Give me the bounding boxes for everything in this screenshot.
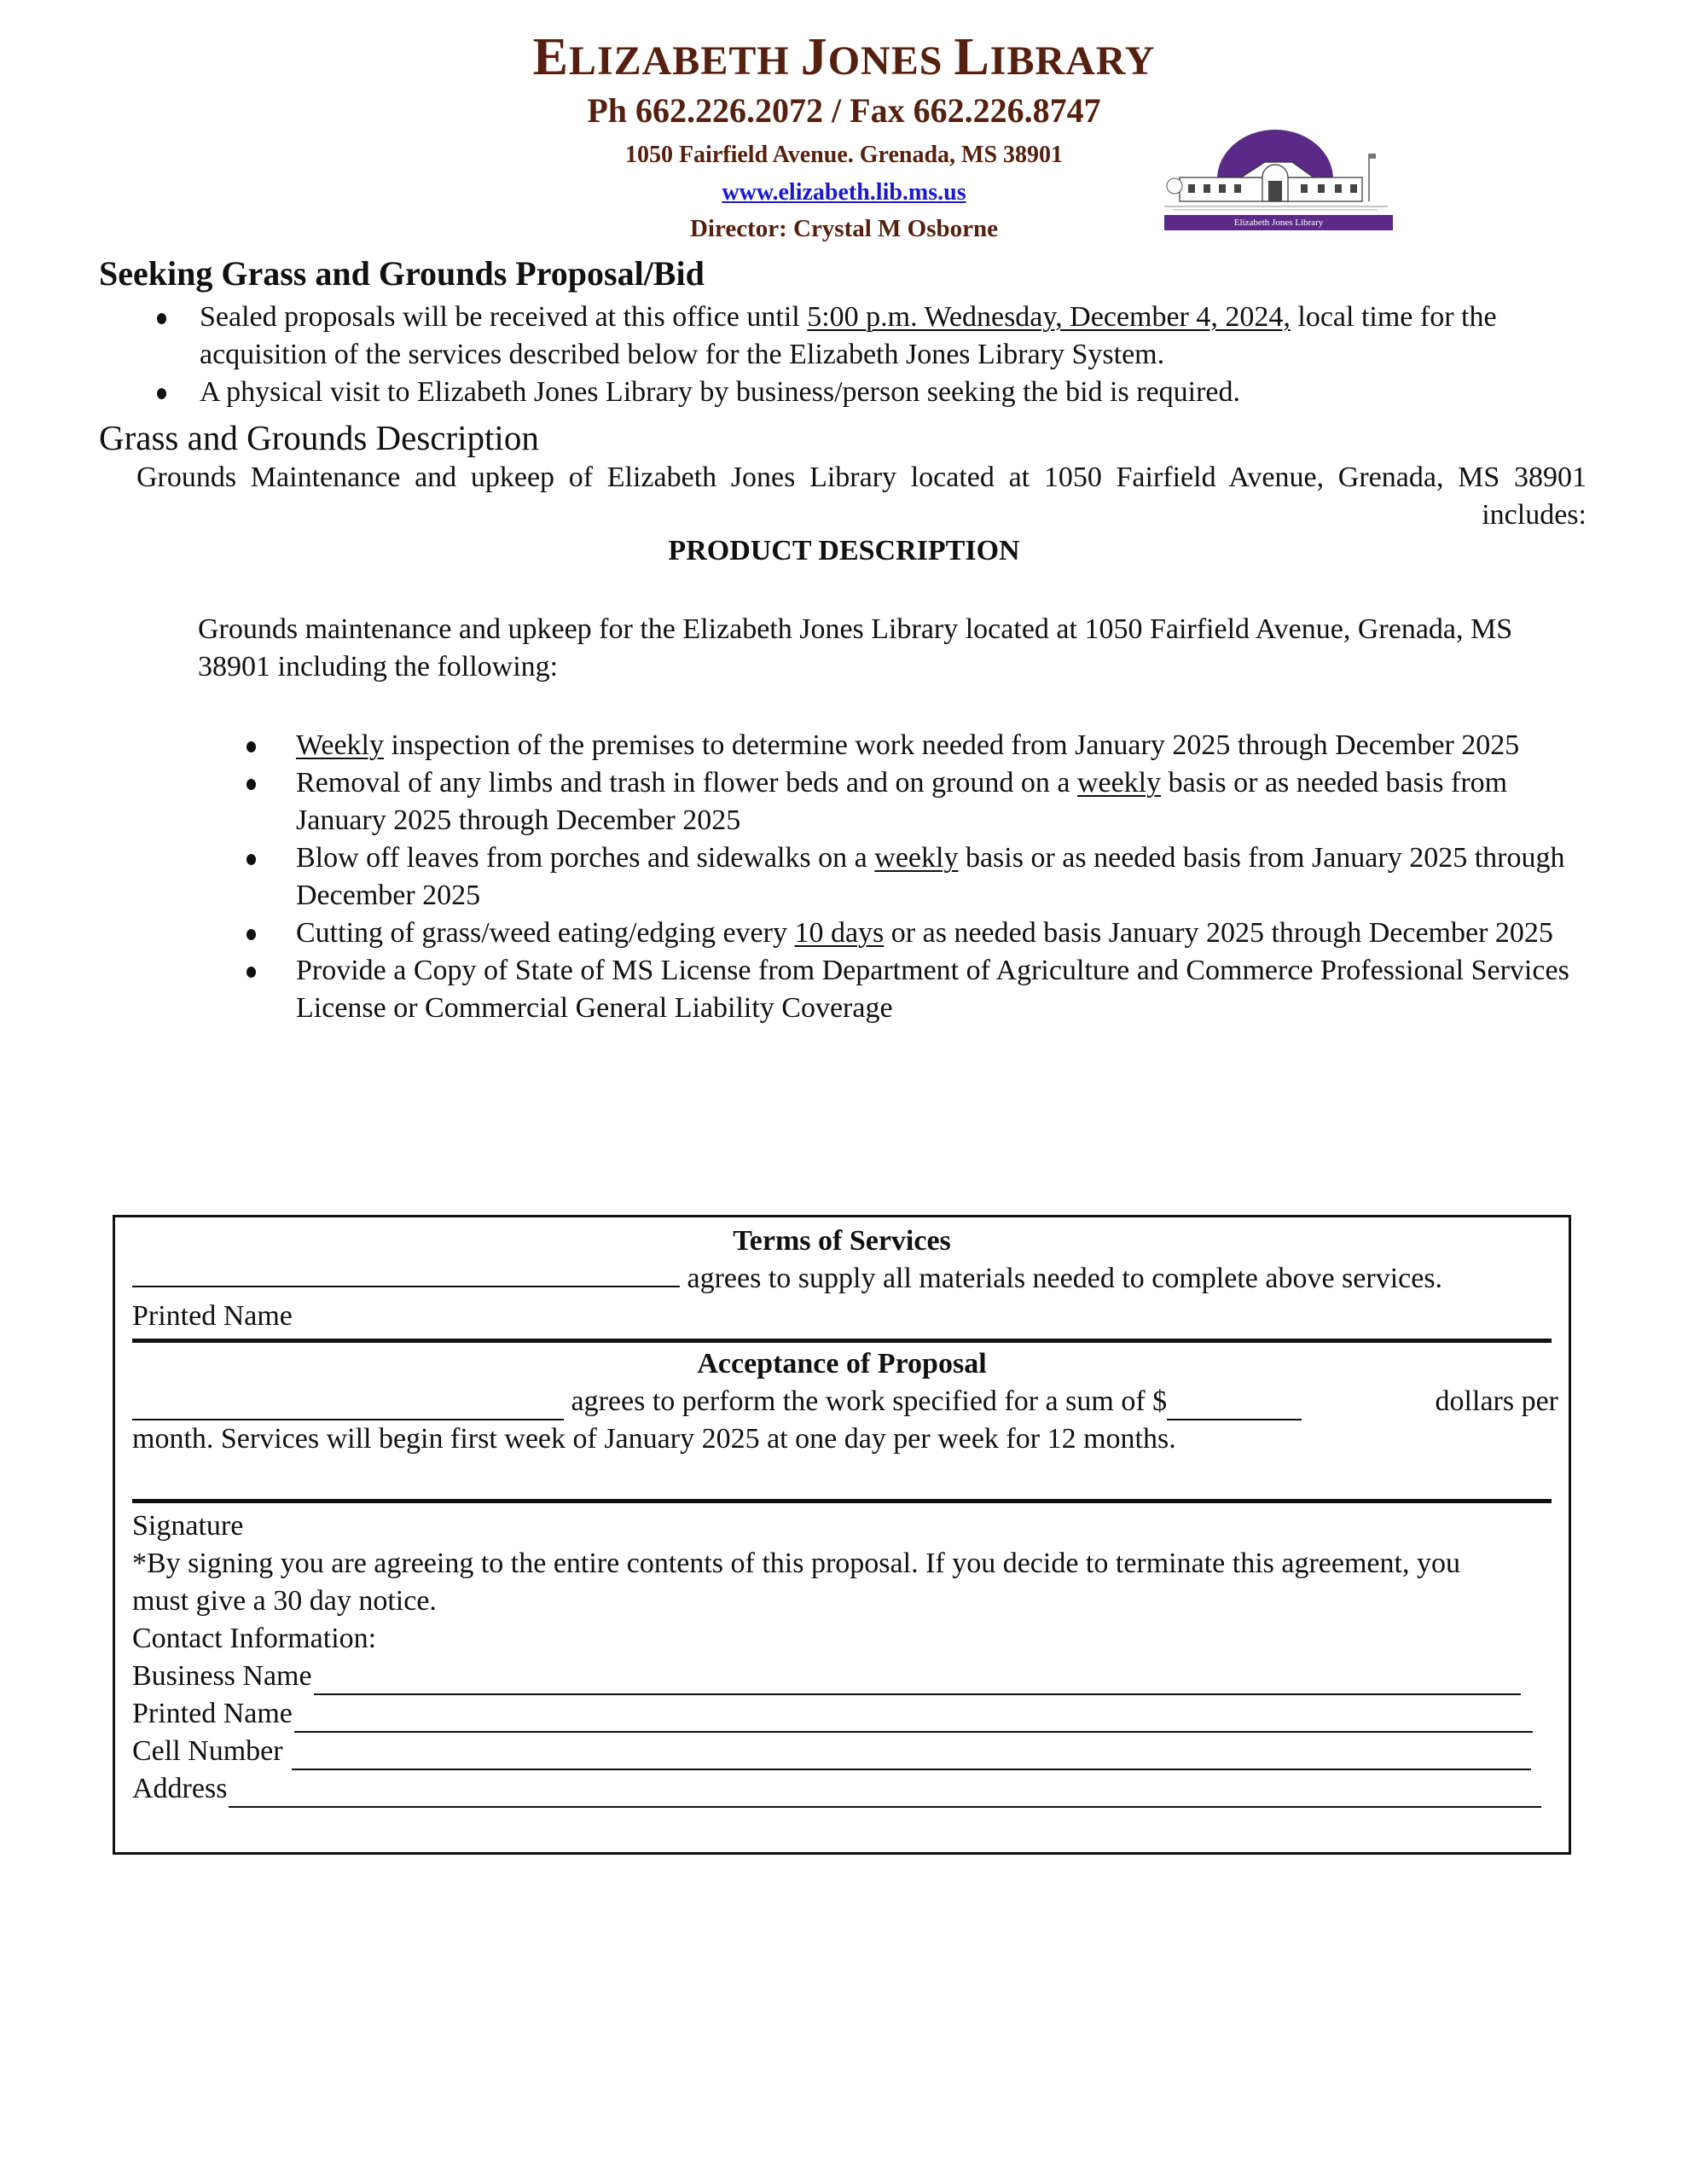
title-word: JONES: [800, 28, 943, 86]
bullet-icon: [247, 929, 256, 940]
title-word: ELIZABETH: [532, 28, 790, 86]
printed-name-label: Printed Name: [132, 1300, 293, 1332]
intro-bullet: Sealed proposals will be received at this office until 5:00 p.m. Wednesday, December 4, 2024, local time for the acquisition of the services described below for the Elizabeth Jones Library System.: [157, 299, 1539, 374]
signature-line[interactable]: [132, 1499, 1552, 1503]
supplier-name-field[interactable]: [132, 1260, 680, 1287]
cell-number-field[interactable]: [292, 1741, 1531, 1770]
perform-line: agrees to perform the work specified for a sum of $ dollars per: [132, 1383, 1558, 1420]
services-list: [243, 727, 1582, 1027]
website-link[interactable]: www.elizabeth.lib.ms.us: [722, 179, 966, 206]
contact-info-label: Contact Information:: [132, 1623, 377, 1654]
bullet-icon: [247, 967, 256, 978]
library-title: [0, 28, 1688, 86]
website-line: [0, 181, 1688, 205]
printed-name-row: Printed Name: [132, 1695, 1533, 1733]
cell-number-row: Cell Number: [132, 1733, 1531, 1770]
seeking-title: Seeking Grass and Grounds Proposal/Bid: [99, 254, 705, 293]
printed-name-field[interactable]: [294, 1704, 1533, 1733]
bullet-icon: [247, 779, 256, 790]
business-name-row: Business Name: [132, 1658, 1521, 1695]
service-item: Provide a Copy of State of MS License from Department of Agriculture and Commerce Professional Services License or Commercial General Liability Coverage: [243, 952, 1582, 1027]
grounds-title: Grass and Grounds Description: [99, 418, 539, 457]
bullet-icon: [247, 854, 256, 865]
title-word: LIBRARY: [954, 28, 1156, 86]
service-item: Removal of any limbs and trash in flower beds and on ground on a weekly basis or as needed basis from January 2025 through December 2025: [243, 764, 1582, 839]
supply-line: agrees to supply all materials needed to complete above services.: [132, 1260, 1560, 1298]
business-name-field[interactable]: [314, 1666, 1521, 1695]
deadline-text: 5:00 p.m. Wednesday, December 4, 2024,: [807, 301, 1291, 333]
acceptance-title: Acceptance of Proposal: [697, 1348, 987, 1380]
address-row: Address: [132, 1770, 1541, 1808]
signature-label: Signature: [132, 1510, 244, 1542]
monthly-sum-field[interactable]: [1167, 1393, 1302, 1420]
bullet-icon: [157, 313, 166, 324]
section-divider: [132, 1339, 1552, 1343]
library-logo: [1164, 128, 1395, 230]
product-description-paragraph: Grounds maintenance and upkeep for the Elizabeth Jones Library located at 1050 Fairfield Avenue, Grenada, MS 38901 including the following:: [198, 613, 1513, 682]
address-field[interactable]: [229, 1779, 1541, 1808]
service-item: Cutting of grass/weed eating/edging every 10 days or as needed basis January 2025 through December 2025: [243, 915, 1582, 952]
logo-banner-text: Elizabeth Jones Library: [1233, 218, 1324, 228]
terms-box: [113, 1215, 1571, 1855]
phone-fax-line: Ph 662.226.2072 / Fax 662.226.8747: [587, 91, 1101, 130]
contractor-name-field[interactable]: [132, 1393, 564, 1420]
bullet-icon: [157, 388, 166, 399]
bullet-icon: [247, 741, 256, 752]
director-line: Director: Crystal M Osborne: [689, 215, 999, 242]
service-item: Weekly inspection of the premises to determine work needed from January 2025 through December 2025: [243, 727, 1582, 764]
intro-bullet: A physical visit to Elizabeth Jones Library by business/person seeking the bid is required.: [157, 374, 1539, 411]
product-description-title: PRODUCT DESCRIPTION: [668, 535, 1020, 566]
terms-title: Terms of Services: [733, 1225, 951, 1257]
intro-bullet-list: [157, 299, 1539, 411]
grounds-description: Grounds Maintenance and upkeep of Elizabeth Jones Library located at 1050 Fairfield Avenue, Grenada, MS 38901 includes:: [136, 462, 1586, 531]
signing-disclaimer: *By signing you are agreeing to the entire contents of this proposal. If you decide to terminate this agreement, you must give a 30 day notice.: [132, 1548, 1460, 1617]
month-line: month. Services will begin first week of January 2025 at one day per week for 12 months.: [132, 1423, 1176, 1455]
service-item: Blow off leaves from porches and sidewalks on a weekly basis or as needed basis from January 2025 through December 2025: [243, 839, 1582, 915]
address-line: 1050 Fairfield Avenue. Grenada, MS 38901: [624, 142, 1064, 168]
